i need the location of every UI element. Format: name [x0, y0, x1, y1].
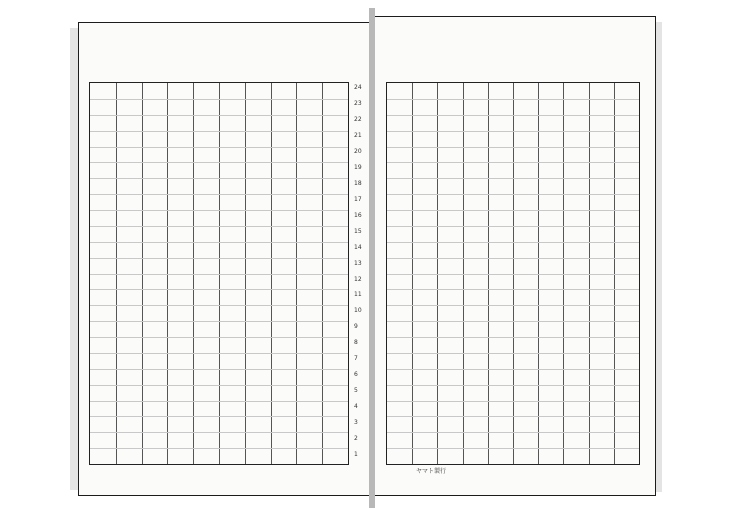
grid-row-line [90, 385, 348, 386]
row-number: 2 [354, 435, 358, 443]
grid-row-line [387, 226, 639, 227]
grid-row-line [90, 242, 348, 243]
grid-row-line [90, 178, 348, 179]
left-edge-shadow [70, 28, 78, 490]
grid-row-line [387, 289, 639, 290]
row-number: 4 [354, 403, 358, 411]
grid-row-line [90, 305, 348, 306]
paper-maker-mark: ヤマト製行 [416, 468, 447, 475]
right-writing-grid [386, 82, 640, 465]
row-number: 16 [354, 211, 362, 219]
grid-row-line [387, 401, 639, 402]
row-number: 8 [354, 339, 358, 347]
grid-row-line [387, 178, 639, 179]
grid-row-line [387, 416, 639, 417]
grid-row-line [387, 258, 639, 259]
grid-row-line [387, 305, 639, 306]
row-number: 20 [354, 147, 362, 155]
left-writing-grid [89, 82, 349, 465]
row-number: 18 [354, 179, 362, 187]
grid-row-line [387, 210, 639, 211]
grid-row-line [90, 274, 348, 275]
row-number: 23 [354, 99, 362, 107]
grid-row-line [387, 432, 639, 433]
row-number: 5 [354, 387, 358, 395]
grid-row-line [387, 353, 639, 354]
grid-row-line [90, 147, 348, 148]
grid-row-line [90, 258, 348, 259]
row-number: 24 [354, 84, 362, 91]
row-number: 12 [354, 275, 362, 283]
grid-row-line [90, 162, 348, 163]
book-gutter [369, 8, 375, 508]
grid-row-line [90, 416, 348, 417]
row-number: 15 [354, 227, 362, 235]
row-number: 19 [354, 163, 362, 171]
grid-row-line [387, 147, 639, 148]
grid-row-line [90, 99, 348, 100]
grid-row-line [90, 321, 348, 322]
row-number: 11 [354, 291, 362, 299]
row-number: 22 [354, 115, 362, 123]
row-number: 3 [354, 419, 358, 427]
row-number: 21 [354, 131, 362, 139]
grid-row-line [90, 353, 348, 354]
grid-row-line [90, 369, 348, 370]
grid-row-line [90, 131, 348, 132]
row-number: 6 [354, 371, 358, 379]
row-number: 9 [354, 323, 358, 331]
grid-row-line [90, 226, 348, 227]
grid-row-line [387, 337, 639, 338]
grid-row-line [387, 321, 639, 322]
row-number: 1 [354, 451, 358, 459]
row-number: 13 [354, 259, 362, 267]
grid-row-line [90, 432, 348, 433]
grid-row-line [387, 274, 639, 275]
grid-row-line [90, 115, 348, 116]
grid-row-line [90, 448, 348, 449]
grid-row-line [387, 131, 639, 132]
grid-row-line [90, 210, 348, 211]
grid-row-line [387, 448, 639, 449]
row-number: 17 [354, 195, 362, 203]
grid-row-line [90, 337, 348, 338]
grid-row-line [90, 401, 348, 402]
grid-row-line [90, 194, 348, 195]
grid-row-line [387, 115, 639, 116]
row-number: 14 [354, 243, 362, 251]
grid-row-line [387, 242, 639, 243]
row-number: 10 [354, 307, 362, 315]
row-number: 7 [354, 355, 358, 363]
grid-row-line [387, 99, 639, 100]
grid-row-line [90, 289, 348, 290]
grid-row-line [387, 369, 639, 370]
grid-row-line [387, 162, 639, 163]
grid-row-line [387, 194, 639, 195]
grid-row-line [387, 385, 639, 386]
